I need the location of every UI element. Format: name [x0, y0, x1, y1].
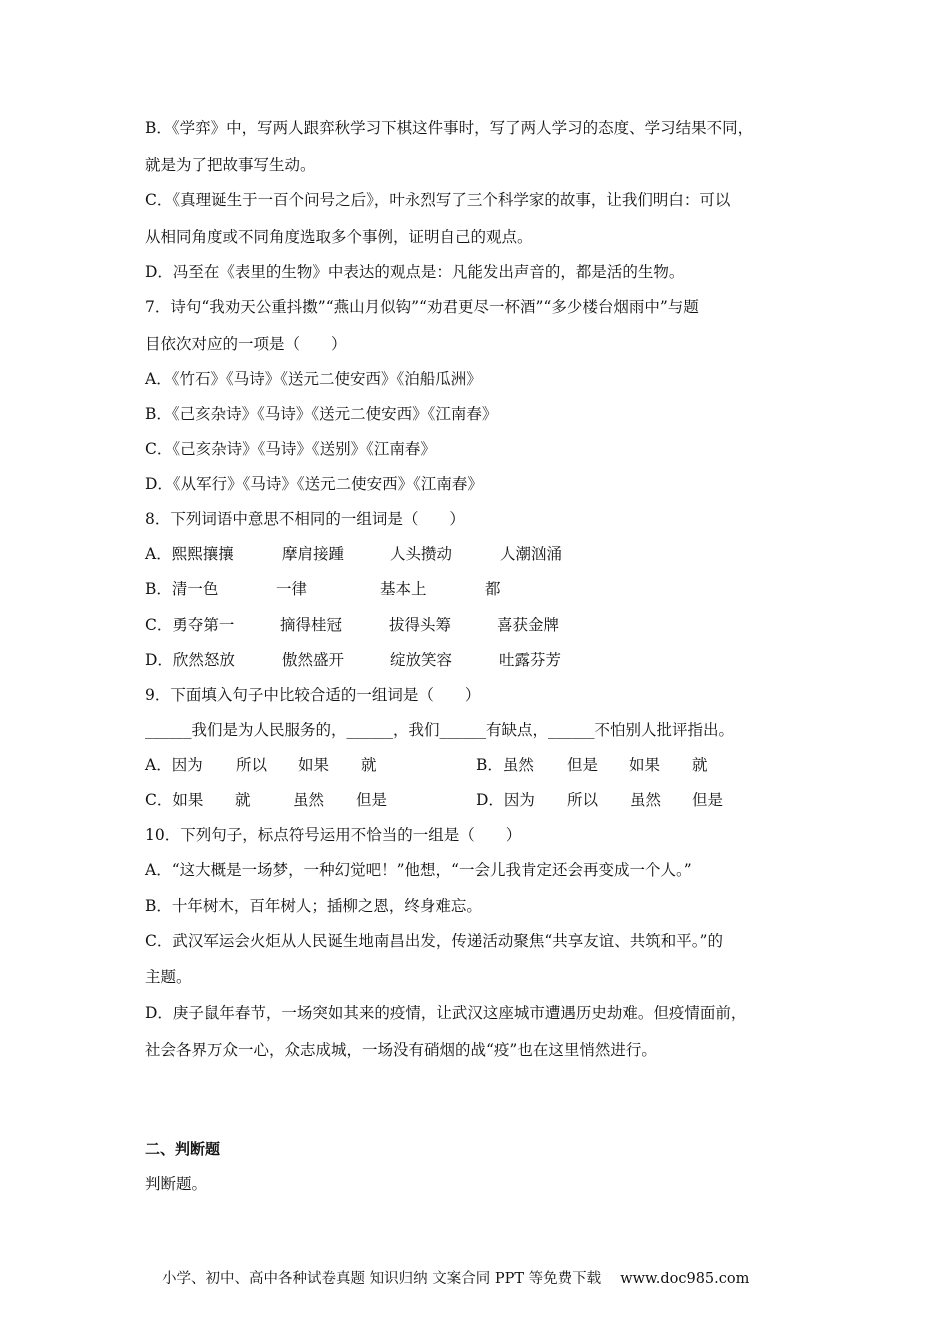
q8-a-word3: 人头攒动: [390, 545, 453, 563]
q10-option-b: B．十年树木，百年树人；插柳之恩，终身难忘。: [145, 897, 482, 915]
q9-b-word2: 但是: [567, 756, 599, 774]
q9-d-word3: 虽然: [630, 791, 662, 809]
q9-b-word1: B．虽然: [476, 756, 534, 774]
q8-c-word2: 摘得桂冠: [280, 616, 343, 634]
q10-option-d-line1: D．庚子鼠年春节，一场突如其来的疫情，让武汉这座城市遭遇历史劫难。但疫情面前，: [145, 1004, 747, 1022]
q6-option-d: D．冯至在《表里的生物》中表达的观点是：凡能发出声音的，都是活的生物。: [145, 263, 685, 281]
q8-d-word4: 吐露芬芳: [499, 651, 562, 669]
q9-b-word3: 如果: [629, 756, 661, 774]
q8-c-word3: 拔得头筹: [389, 616, 452, 634]
q9-d-word4: 但是: [692, 791, 724, 809]
q10-option-a: A．“这大概是一场梦，一种幻觉吧！”他想，“一会儿我肯定还会再变成一个人。”: [145, 861, 692, 879]
q8-a-word4: 人潮汹涌: [500, 545, 563, 563]
q9-a-word3: 如果: [298, 756, 330, 774]
q8-c-word4: 喜获金牌: [497, 616, 560, 634]
q9-c-word2: 就: [235, 791, 251, 809]
q8-b-word4: 都: [485, 580, 501, 598]
q9-sentence: ______我们是为人民服务的，______，我们______有缺点，______不怕别人批评指出。: [145, 721, 735, 739]
q8-c-word1: C．勇夺第一: [145, 616, 235, 634]
q9-b-word4: 就: [692, 756, 708, 774]
q8-d-word2: 傲然盛开: [282, 651, 345, 669]
q9-stem: 9．下面填入句子中比较合适的一组词是（ ）: [145, 686, 481, 704]
q9-a-word1: A．因为: [145, 756, 203, 774]
q8-a-word2: 摩肩接踵: [282, 545, 345, 563]
q9-a-word2: 所以: [236, 756, 268, 774]
q8-d-word3: 绽放笑容: [390, 651, 453, 669]
q8-d-word1: D．欣然怒放: [145, 651, 235, 669]
q6-option-c-line2: 从相同角度或不同角度选取多个事例，证明自己的观点。: [145, 228, 533, 246]
q7-option-a: A．《竹石》《马诗》《送元二使安西》《泊船瓜洲》: [145, 370, 482, 388]
q8-b-word1: B．清一色: [145, 580, 219, 598]
q9-c-word3: 虽然: [293, 791, 325, 809]
q10-option-c-line1: C．武汉军运会火炬从人民诞生地南昌出发，传递活动聚焦“共享友谊、共筑和平。”的: [145, 932, 723, 950]
q6-option-c-line1: C．《真理诞生于一百个问号之后》，叶永烈写了三个科学家的故事，让我们明白：可以: [145, 191, 731, 209]
q7-stem-line1: 7．诗句“我劝天公重抖擞”“燕山月似钩”“劝君更尽一杯酒”“多少楼台烟雨中”与题: [145, 298, 699, 316]
q9-c-word1: C．如果: [145, 791, 204, 809]
q9-d-word2: 所以: [567, 791, 599, 809]
q8-b-word2: 一律: [276, 580, 308, 598]
q8-b-word3: 基本上: [380, 580, 427, 598]
q6-option-b-line1: B．《学弈》中，写两人跟弈秋学习下棋这件事时，写了两人学习的态度、学习结果不同，: [145, 119, 754, 137]
q10-option-d-line2: 社会各界万众一心，众志成城，一场没有硝烟的战“疫”也在这里悄然进行。: [145, 1041, 657, 1059]
q10-stem: 10．下列句子，标点符号运用不恰当的一组是（ ）: [145, 826, 522, 844]
page-footer: 小学、初中、高中各种试卷真题 知识归纳 文案合同 PPT 等免费下载 www.doc985.com: [162, 1271, 750, 1287]
q9-a-word4: 就: [361, 756, 377, 774]
q7-stem-line2: 目依次对应的一项是（ ）: [145, 335, 347, 353]
q7-option-d: D．《从军行》《马诗》《送元二使安西》《江南春》: [145, 475, 483, 493]
q9-c-word4: 但是: [356, 791, 388, 809]
section-heading: 二、判断题: [145, 1140, 221, 1158]
q9-d-word1: D．因为: [476, 791, 535, 809]
q8-stem: 8．下列词语中意思不相同的一组词是（ ）: [145, 510, 465, 528]
q7-option-c: C．《己亥杂诗》《马诗》《送别》《江南春》: [145, 440, 436, 458]
q7-option-b: B．《己亥杂诗》《马诗》《送元二使安西》《江南春》: [145, 405, 498, 423]
q10-option-c-line2: 主题。: [145, 968, 192, 986]
section-instruction: 判断题。: [145, 1175, 208, 1193]
q8-a-word1: A．熙熙攘攘: [145, 545, 234, 563]
q6-option-b-line2: 就是为了把故事写生动。: [145, 156, 316, 174]
